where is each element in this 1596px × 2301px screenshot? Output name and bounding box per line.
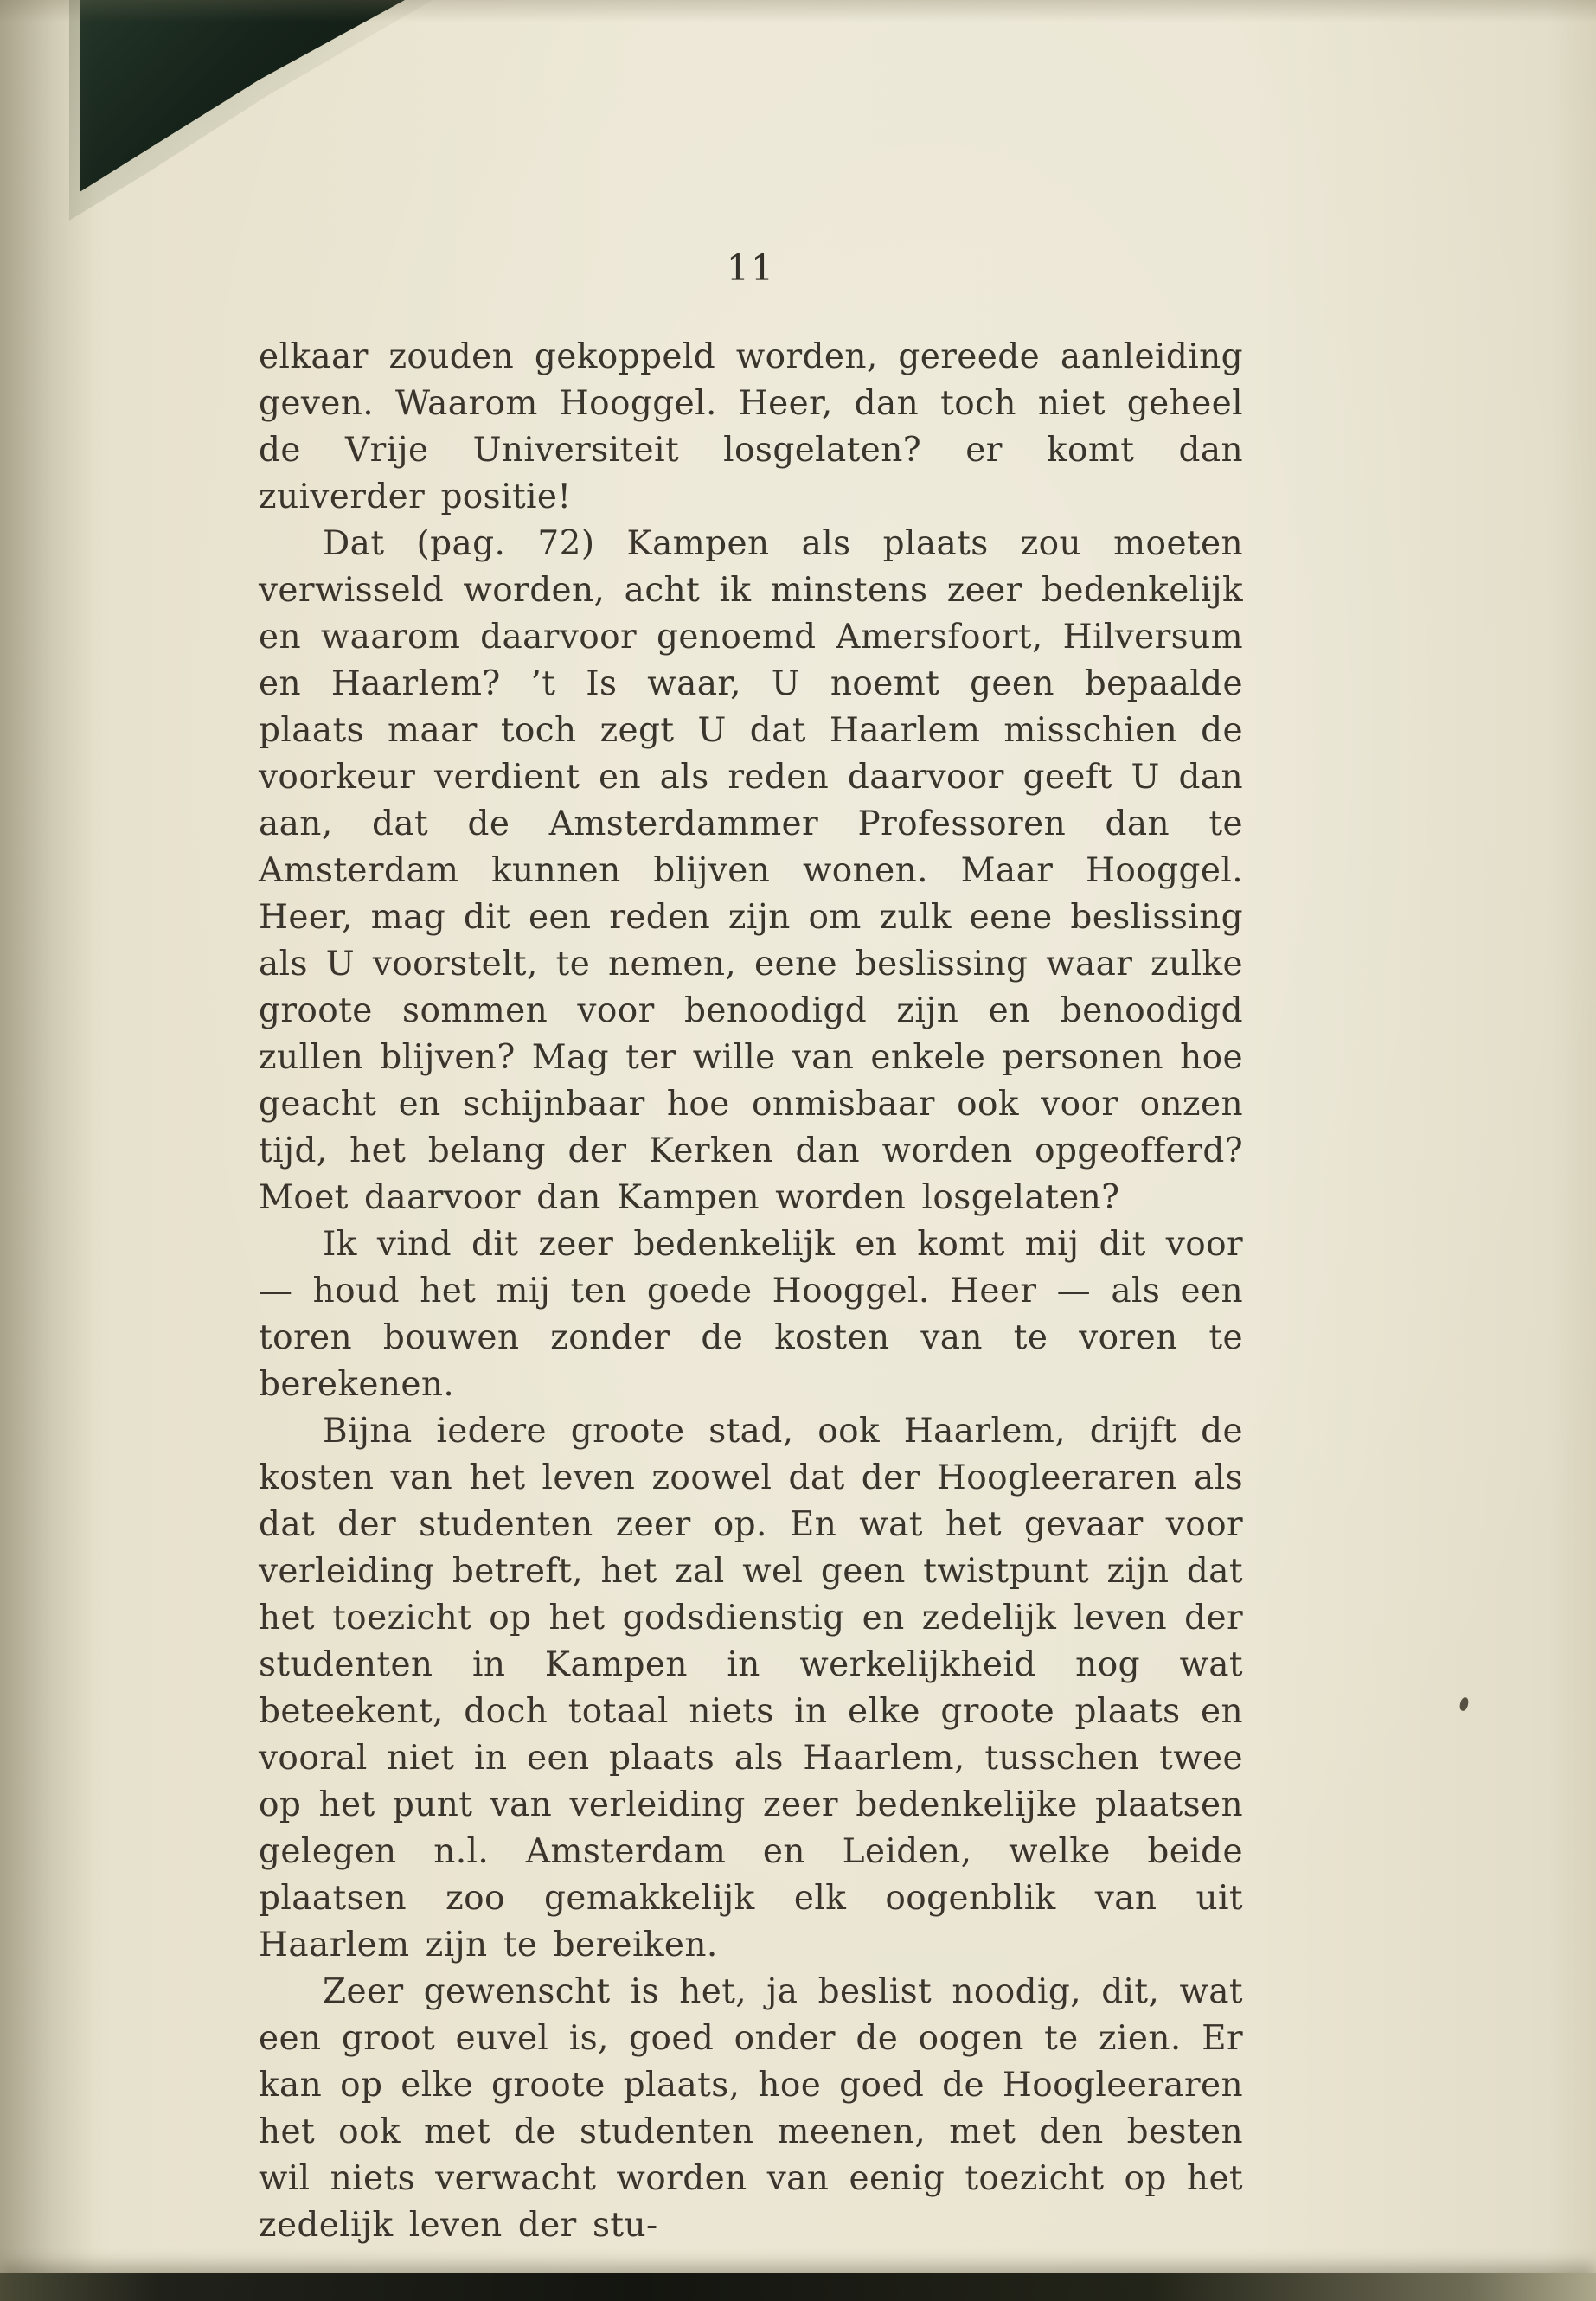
paragraph-continuation: elkaar zouden gekoppeld worden, gereede aanleiding geven. Waarom Hooggel. Heer, dan toch niet geheel de Vrije Universiteit losgelaten? er komt dan zuiverder positie! bbox=[259, 337, 1243, 516]
paragraph-5: Zeer gewenscht is het, ja beslist noodig, dit, wat een groot euvel is, goed onder de oogen te zien. Er kan op elke groote plaats, hoe goed de Hoogleeraren het ook met de studenten meenen, met den besten wil niets verwacht worden van eenig toezicht op het zedelijk leven der stu- bbox=[259, 1972, 1243, 2245]
page-number: 11 bbox=[726, 247, 776, 289]
scan-top-shadow bbox=[0, 0, 1596, 22]
page-text bbox=[259, 334, 1243, 2249]
scan-left-shadow bbox=[0, 0, 95, 2301]
paragraph-4: Bijna iedere groote stad, ook Haarlem, drijft de kosten van het leven zoowel dat der Hoogleeraren als dat der studenten zeer op. En wat het gevaar voor verleiding betreft, het zal wel geen twistpunt zijn dat het toezicht op het godsdienstig en zedelijk leven der studenten in Kampen in werkelijkheid nog wat beteekent, doch totaal niets in elke groote plaats en vooral niet in een plaats als Haarlem, tusschen twee op het punt van verleiding zeer bedenkelijke plaatsen gelegen n.l. Amsterdam en Leiden, welke beide plaatsen zoo gemakkelijk elk oogenblik van uit Haarlem zijn te bereiken. bbox=[259, 1412, 1243, 1965]
scan-bottom-edge bbox=[0, 2273, 1596, 2301]
ink-speck bbox=[1458, 1696, 1470, 1712]
paragraph-2: Dat (pag. 72) Kampen als plaats zou moeten verwisseld worden, acht ik minstens zeer bedenkelijk en waarom daarvoor genoemd Amersfoort, Hilversum en Haarlem? ’t Is waar, U noemt geen bepaalde plaats maar toch zegt U dat Haarlem misschien de voorkeur verdient en als reden daarvoor geeft U dan aan, dat de Amsterdammer Professoren dan te Amsterdam kunnen blijven wonen. Maar Hooggel. Heer, mag dit een reden zijn om zulk eene beslissing als U voorstelt, te nemen, eene beslissing waar zulke groote sommen voor benoodigd zijn en benoodigd zullen blijven? Mag ter wille van enkele personen hoe geacht en schijnbaar hoe onmisbaar ook voor onzen tijd, het belang der Kerken dan worden opgeofferd? Moet daarvoor dan Kampen worden losgelaten? bbox=[259, 524, 1243, 1217]
paragraph-3: Ik vind dit zeer bedenkelijk en komt mij dit voor — houd het mij ten goede Hooggel. Heer — als een toren bouwen zonder de kosten van te voren te berekenen. bbox=[259, 1225, 1243, 1404]
